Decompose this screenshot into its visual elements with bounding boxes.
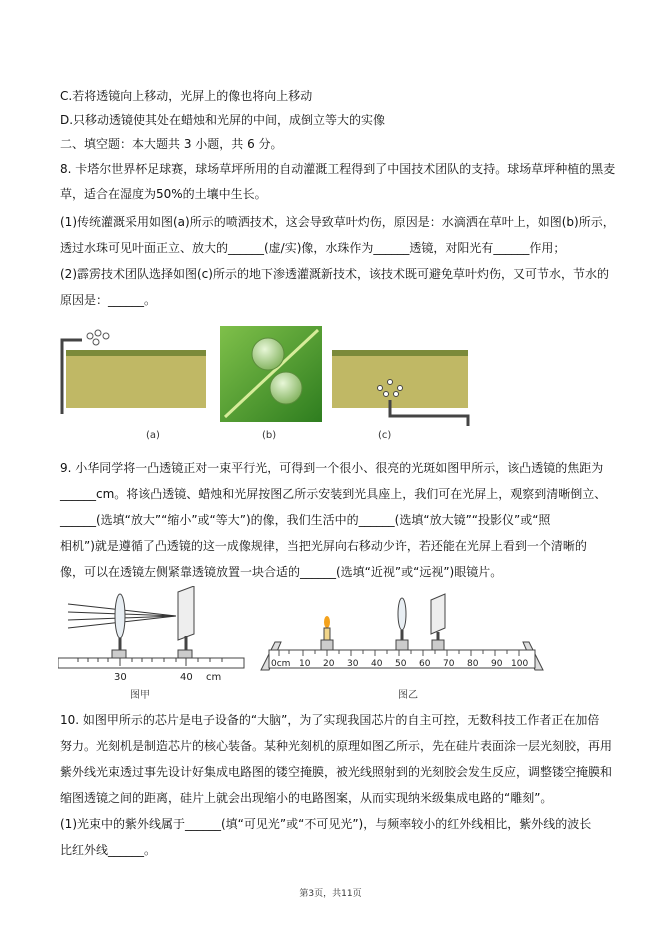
tick-40: 40	[180, 672, 193, 683]
tick: 10	[299, 659, 311, 669]
tick: 50	[395, 659, 407, 669]
tick: 100	[511, 659, 529, 669]
label-c: (c)	[378, 430, 392, 441]
figure-jia	[58, 586, 248, 696]
page-footer: 第3页，共11页	[299, 889, 362, 899]
tick: 20	[323, 659, 335, 669]
option-c: C.若将透镜向上移动，光屏上的像也将向上移动	[60, 89, 313, 103]
tick: 80	[467, 659, 479, 669]
q9-1: 9. 小华同学将一凸透镜正对一束平行光，可得到一个很小、很亮的光斑如图甲所示，该凸透镜的焦距为	[60, 461, 604, 475]
q8-part1-2: 透过水珠可见叶面正立、放大的______(虚/实)像，水珠作为______透镜，对阳光有______作用；	[60, 241, 566, 255]
water-drop	[252, 338, 284, 370]
caption-yi: 图乙	[398, 690, 418, 701]
label-a: (a)	[146, 430, 160, 441]
section-heading: 二、填空题：本大题共 3 小题，共 6 分。	[60, 137, 283, 151]
q9-4: 相机”)就是遵循了凸透镜的这一成像规律，当把光屏向右移动少许，若还能在光屏上看到一个清晰的	[60, 539, 587, 553]
q8-stem-2: 草，适合在湿度为50%的土壤中生长。	[60, 187, 267, 201]
q8-part2-1: (2)霹雳技术团队选择如图(c)所示的地下渗透灌溉新技术，该技术既可避免草叶灼伤，又可节水，节水的	[60, 267, 609, 281]
tick: 90	[491, 659, 503, 669]
convex-lens	[115, 594, 125, 638]
q9-5: 像，可以在透镜左侧紧靠透镜放置一块合适的______(选填“近视”或“远视”)眼镜片。	[60, 565, 503, 579]
q8-part1-1: (1)传统灌溉采用如图(a)所示的喷洒技术，这会导致草叶灼伤，原因是：水滴洒在草叶上，如图(b)所示，	[60, 215, 615, 229]
tick: 70	[443, 659, 455, 669]
q10-3: 紫外线光束透过事先设计好集成电路图的镂空掩膜，被光线照射到的光刻胶会发生反应，调整镂空掩膜和	[60, 765, 613, 779]
caption-jia: 图甲	[130, 690, 150, 701]
option-d: D.只移动透镜使其处在蜡烛和光屏的中间，成倒立等大的实像	[60, 113, 386, 127]
tick: 0cm	[271, 659, 291, 669]
q10-part1-2: 比红外线______。	[60, 843, 157, 857]
tick-30: 30	[114, 672, 127, 683]
water-drop	[270, 372, 302, 404]
q10-4: 缩图透镜之间的距离，硅片上就会出现缩小的电路图案，从而实现纳米级集成电路的“雕刻”。	[60, 791, 553, 805]
tick: 30	[347, 659, 359, 669]
ruler	[58, 658, 244, 668]
unit-cm: cm	[206, 672, 222, 683]
tick: 60	[419, 659, 431, 669]
label-b: (b)	[262, 430, 277, 441]
lens	[398, 598, 406, 630]
q9-2: ______cm。将该凸透镜、蜡烛和光屏按图乙所示安装到光具座上，我们可在光屏上，观察到清晰倒立、	[60, 487, 607, 501]
q10-1: 10. 如图甲所示的芯片是电子设备的“大脑”，为了实现我国芯片的自主可控，无数科技工作者正在加倍	[60, 713, 600, 727]
candle-flame	[324, 616, 330, 628]
q8-stem-1: 8. 卡塔尔世界杯足球赛，球场草坪所用的自动灌溉工程得到了中国技术团队的支持。球场草坪种植的黑麦	[60, 162, 616, 176]
q9-3: ______(选填“放大”“缩小”或“等大”)的像，我们生活中的______(选填“放大镜”“投影仪”或“照	[60, 513, 551, 527]
light-screen	[431, 594, 445, 634]
q10-2: 努力。光刻机是制造芯片的核心装备。某种光刻机的原理如图乙所示，先在硅片表面涂一层光刻胶，再用	[60, 739, 613, 753]
screen	[178, 586, 194, 640]
q10-part1-1: (1)光束中的紫外线属于______(填“可见光”或“不可见光”)，与频率较小的红外线相比，紫外线的波长	[60, 817, 592, 831]
figure-yi	[255, 592, 555, 682]
q8-part2-2: 原因是：______。	[60, 293, 157, 307]
figure-irrigation	[60, 322, 480, 444]
candle	[324, 628, 330, 640]
tick: 40	[371, 659, 383, 669]
